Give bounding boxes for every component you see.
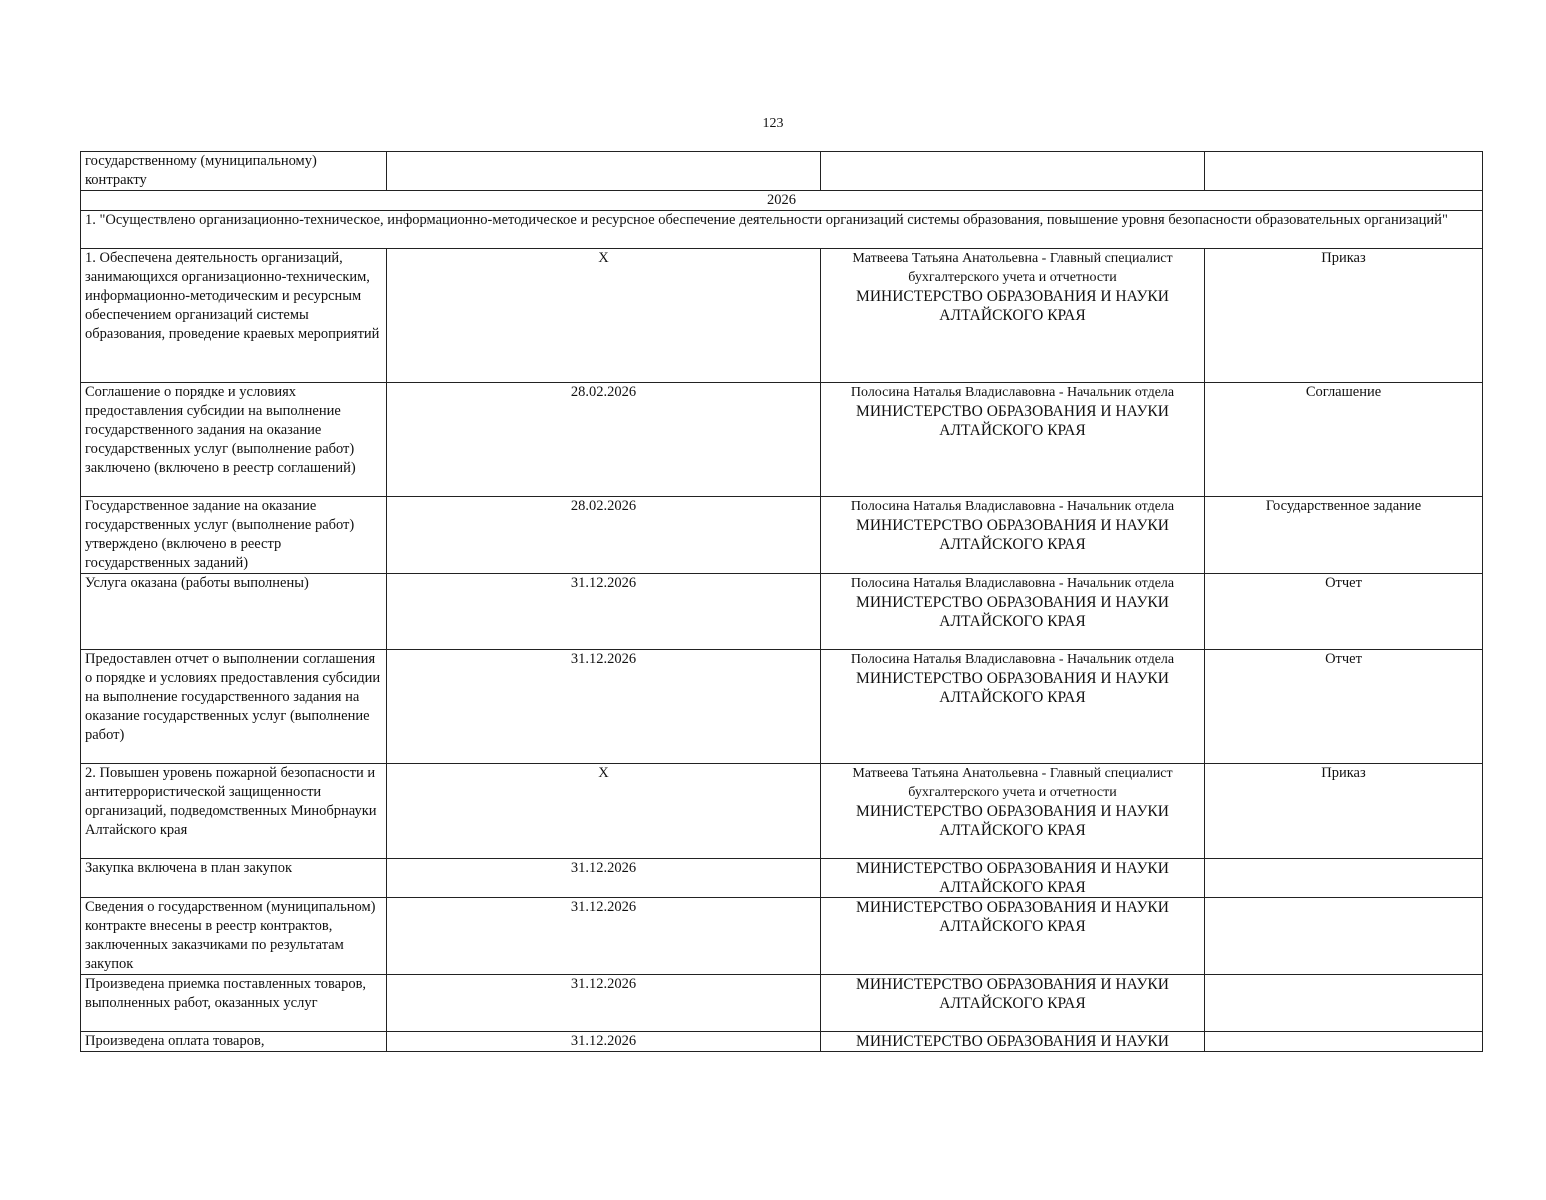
row-description: 1. Обеспечена деятельность организаций, занимающихся организационно-техническим, информационно-методическим и ресурсным обеспечением организаций системы образования, проведение краевых мероприятий (81, 249, 387, 383)
control-points-table (80, 151, 1483, 1052)
table-row (81, 1032, 1483, 1052)
row-date: 31.12.2026 (387, 1032, 821, 1052)
responsible-person: Полосина Наталья Владиславовна - Начальник отдела (850, 652, 1175, 667)
responsible-org: МИНИСТЕРСТВО ОБРАЗОВАНИЯ И НАУКИ АЛТАЙСКОГО КРАЯ (856, 670, 1169, 706)
row-responsible (821, 1032, 1205, 1052)
table-row (81, 898, 1483, 975)
row-description: Предоставлен отчет о выполнении соглашения о порядке и условиях предоставления субсидии на выполнение государственного задания на оказание государственных услуг (выполнение работ) (81, 650, 387, 764)
row-document (1205, 152, 1483, 191)
year-row (81, 191, 1483, 211)
row-document: Соглашение (1205, 383, 1483, 497)
row-date: 31.12.2026 (387, 650, 821, 764)
row-document (1205, 859, 1483, 898)
row-responsible (821, 574, 1205, 650)
row-date: X (387, 764, 821, 859)
table-row (81, 975, 1483, 1032)
responsible-person: Матвеева Татьяна Анатольевна - Главный специалист бухгалтерского учета и отчетности (852, 251, 1173, 285)
row-responsible (821, 497, 1205, 574)
table-row (81, 249, 1483, 383)
row-document: Приказ (1205, 764, 1483, 859)
row-responsible (821, 650, 1205, 764)
responsible-org: МИНИСТЕРСТВО ОБРАЗОВАНИЯ И НАУКИ АЛТАЙСКОГО КРАЯ (856, 288, 1169, 324)
row-document (1205, 975, 1483, 1032)
row-description: Услуга оказана (работы выполнены) (81, 574, 387, 650)
row-description: государственному (муниципальному) контракту (81, 152, 387, 191)
table-row (81, 383, 1483, 497)
row-date: 31.12.2026 (387, 574, 821, 650)
section-row (81, 211, 1483, 249)
row-description: Закупка включена в план закупок (81, 859, 387, 898)
row-description: Произведена приемка поставленных товаров, выполненных работ, оказанных услуг (81, 975, 387, 1032)
table-row (81, 497, 1483, 574)
row-document (1205, 898, 1483, 975)
row-date (387, 152, 821, 191)
row-document: Государственное задание (1205, 497, 1483, 574)
responsible-org: МИНИСТЕРСТВО ОБРАЗОВАНИЯ И НАУКИ (856, 1033, 1169, 1050)
table-row (81, 152, 1483, 191)
row-document (1205, 1032, 1483, 1052)
responsible-org: МИНИСТЕРСТВО ОБРАЗОВАНИЯ И НАУКИ АЛТАЙСКОГО КРАЯ (856, 517, 1169, 553)
responsible-org: МИНИСТЕРСТВО ОБРАЗОВАНИЯ И НАУКИ АЛТАЙСКОГО КРАЯ (856, 594, 1169, 630)
responsible-person: Матвеева Татьяна Анатольевна - Главный специалист бухгалтерского учета и отчетности (852, 766, 1173, 800)
year-label: 2026 (81, 191, 1483, 211)
row-date: 28.02.2026 (387, 383, 821, 497)
row-document: Отчет (1205, 650, 1483, 764)
page-number: 123 (762, 116, 784, 131)
row-document: Отчет (1205, 574, 1483, 650)
row-responsible (821, 764, 1205, 859)
responsible-org: МИНИСТЕРСТВО ОБРАЗОВАНИЯ И НАУКИ АЛТАЙСКОГО КРАЯ (856, 803, 1169, 839)
row-date: 31.12.2026 (387, 859, 821, 898)
row-responsible (821, 383, 1205, 497)
responsible-org: МИНИСТЕРСТВО ОБРАЗОВАНИЯ И НАУКИ АЛТАЙСКОГО КРАЯ (856, 860, 1169, 896)
row-responsible (821, 249, 1205, 383)
row-description: Государственное задание на оказание государственных услуг (выполнение работ) утверждено (включено в реестр государственных заданий) (81, 497, 387, 574)
row-responsible (821, 152, 1205, 191)
responsible-org: МИНИСТЕРСТВО ОБРАЗОВАНИЯ И НАУКИ АЛТАЙСКОГО КРАЯ (856, 976, 1169, 1012)
row-responsible (821, 898, 1205, 975)
table-row (81, 574, 1483, 650)
row-description: Произведена оплата товаров, (81, 1032, 387, 1052)
row-responsible (821, 975, 1205, 1032)
row-date: 31.12.2026 (387, 898, 821, 975)
row-date: 31.12.2026 (387, 975, 821, 1032)
responsible-person: Полосина Наталья Владиславовна - Начальник отдела (850, 499, 1175, 514)
section-title: 1. "Осуществлено организационно-техническое, информационно-методическое и ресурсное обеспечение деятельности организаций системы образования, повышение уровня безопасности образовательных организаций" (81, 211, 1483, 249)
responsible-org: МИНИСТЕРСТВО ОБРАЗОВАНИЯ И НАУКИ АЛТАЙСКОГО КРАЯ (856, 899, 1169, 935)
responsible-org: МИНИСТЕРСТВО ОБРАЗОВАНИЯ И НАУКИ АЛТАЙСКОГО КРАЯ (856, 403, 1169, 439)
row-date: 28.02.2026 (387, 497, 821, 574)
row-document: Приказ (1205, 249, 1483, 383)
table-row (81, 859, 1483, 898)
responsible-person: Полосина Наталья Владиславовна - Начальник отдела (850, 576, 1175, 591)
row-responsible (821, 859, 1205, 898)
row-description: Соглашение о порядке и условиях предоставления субсидии на выполнение государственного задания на оказание государственных услуг (выполнение работ) заключено (включено в реестр соглашений) (81, 383, 387, 497)
row-description: Сведения о государственном (муниципальном) контракте внесены в реестр контрактов, заключенных заказчиками по результатам закупок (81, 898, 387, 975)
responsible-person: Полосина Наталья Владиславовна - Начальник отдела (850, 385, 1175, 400)
table-row (81, 650, 1483, 764)
table-row (81, 764, 1483, 859)
row-description: 2. Повышен уровень пожарной безопасности и антитеррористической защищенности организаций, подведомственных Минобрнауки Алтайского края (81, 764, 387, 859)
row-date: X (387, 249, 821, 383)
